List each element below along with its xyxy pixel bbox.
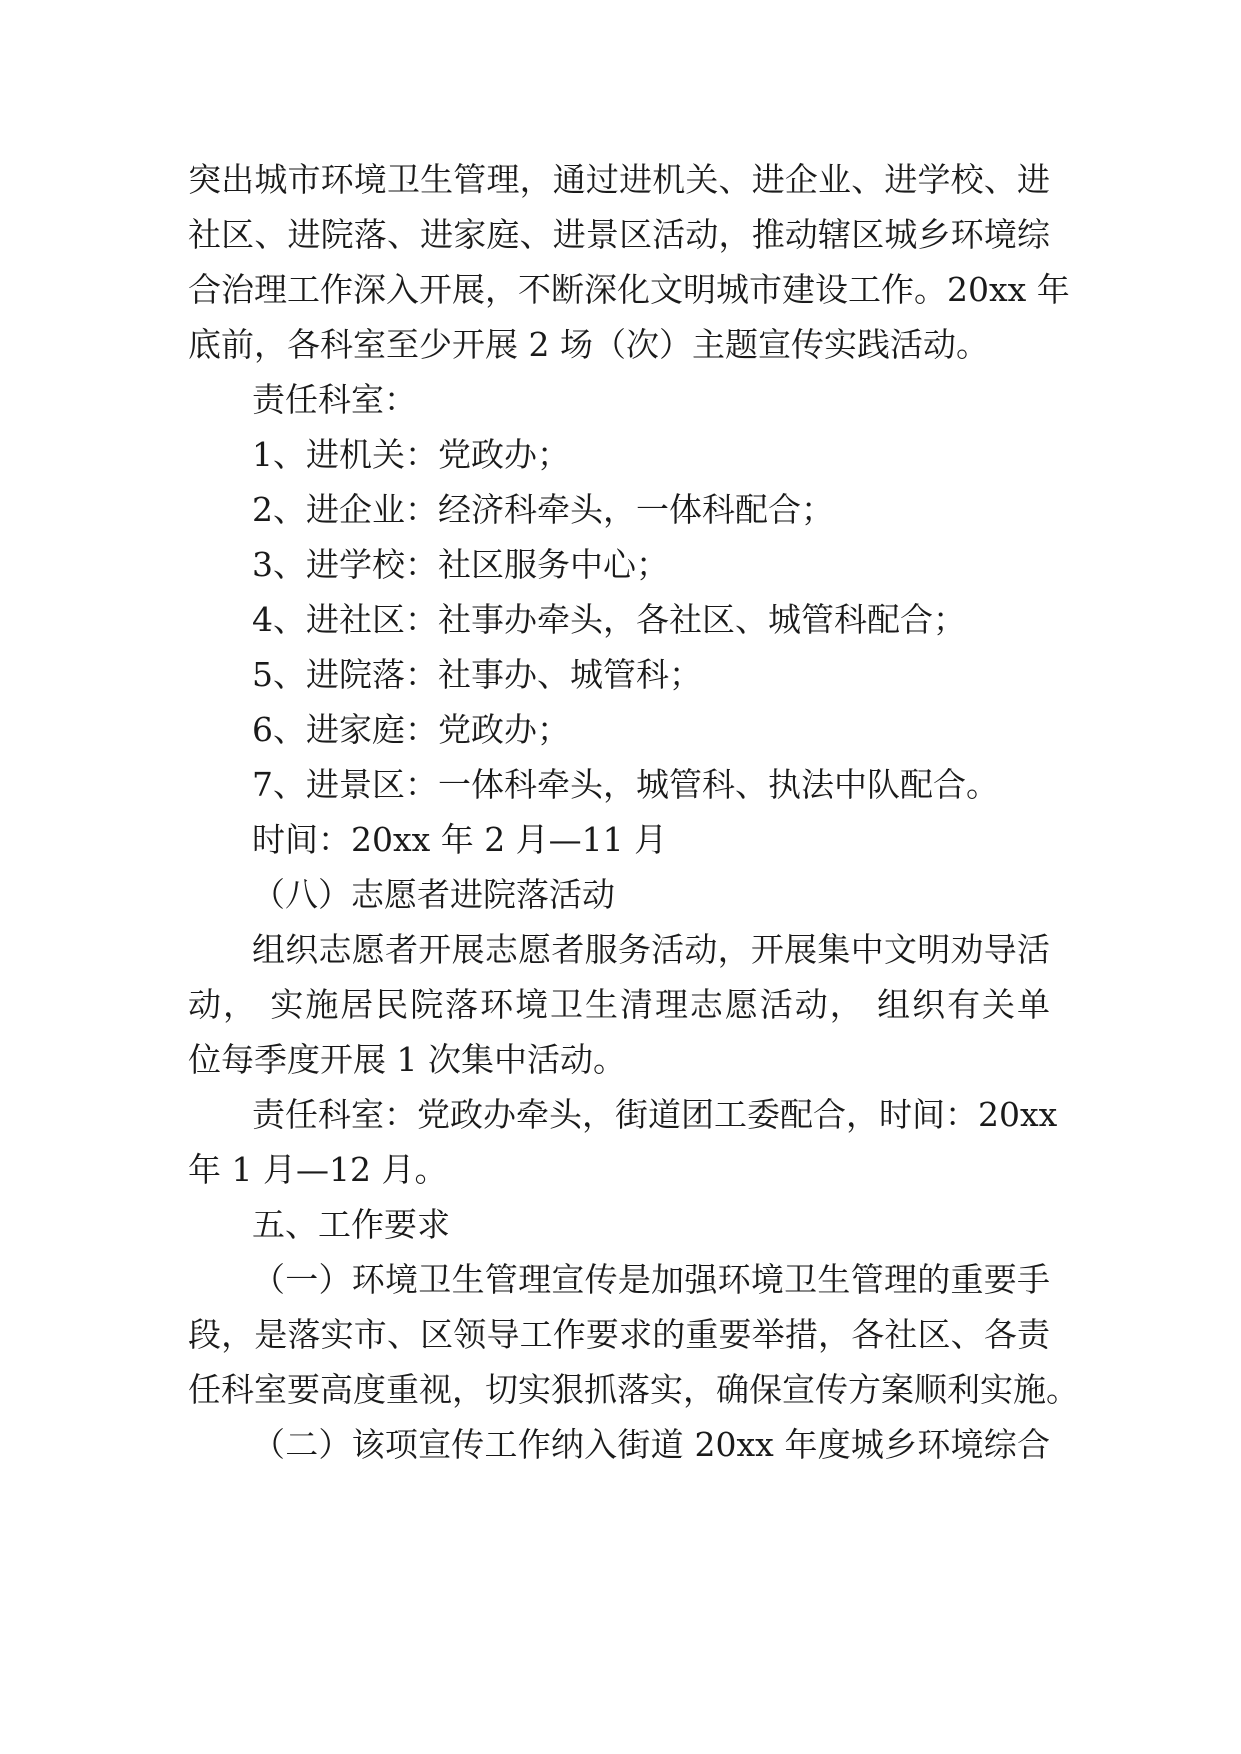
list-item: 6、进家庭：党政办； (252, 710, 570, 749)
section-heading: （八）志愿者进院落活动 (252, 875, 615, 914)
paragraph-line: 突出城市环境卫生管理，通过进机关、进企业、进学校、进 (188, 160, 1050, 199)
list-item: 1、进机关：党政办； (252, 435, 570, 474)
paragraph-line: 责任科室：党政办牵头，街道团工委配合，时间：20xx (252, 1095, 1058, 1134)
paragraph-line: 组织志愿者开展志愿者服务活动，开展集中文明劝导活 (252, 930, 1050, 969)
list-item: 3、进学校：社区服务中心； (252, 545, 669, 584)
paragraph-line: 任科室要高度重视，切实狠抓落实，确保宣传方案顺利实施。 (188, 1370, 1079, 1409)
list-item: 7、进景区：一体科牵头，城管科、执法中队配合。 (252, 765, 999, 804)
list-item: 5、进院落：社事办、城管科； (252, 655, 702, 694)
paragraph-line: （一）环境卫生管理宣传是加强环境卫生管理的重要手 (252, 1260, 1050, 1299)
list-item: 4、进社区：社事办牵头，各社区、城管科配合； (252, 600, 966, 639)
paragraph-line: 底前，各科室至少开展 2 场（次）主题宣传实践活动。 (188, 325, 989, 364)
paragraph-line: 位每季度开展 1 次集中活动。 (188, 1040, 626, 1079)
paragraph-line: 合治理工作深入开展，不断深化文明城市建设工作。20xx 年 (188, 270, 1070, 309)
paragraph-line: 社区、进院落、进家庭、进景区活动，推动辖区城乡环境综 (188, 215, 1050, 254)
list-item: 2、进企业：经济科牵头，一体科配合； (252, 490, 834, 529)
section-heading: 五、工作要求 (252, 1205, 450, 1244)
paragraph-line: 动， 实施居民院落环境卫生清理志愿活动， 组织有关单 (188, 985, 1050, 1024)
section-label: 责任科室： (252, 380, 417, 419)
time-line: 时间：20xx 年 2 月—11 月 (252, 820, 668, 859)
paragraph-line: （二）该项宣传工作纳入街道 20xx 年度城乡环境综合 (252, 1425, 1050, 1464)
paragraph-line: 段，是落实市、区领导工作要求的重要举措，各社区、各责 (188, 1315, 1050, 1354)
paragraph-line: 年 1 月—12 月。 (188, 1150, 448, 1189)
